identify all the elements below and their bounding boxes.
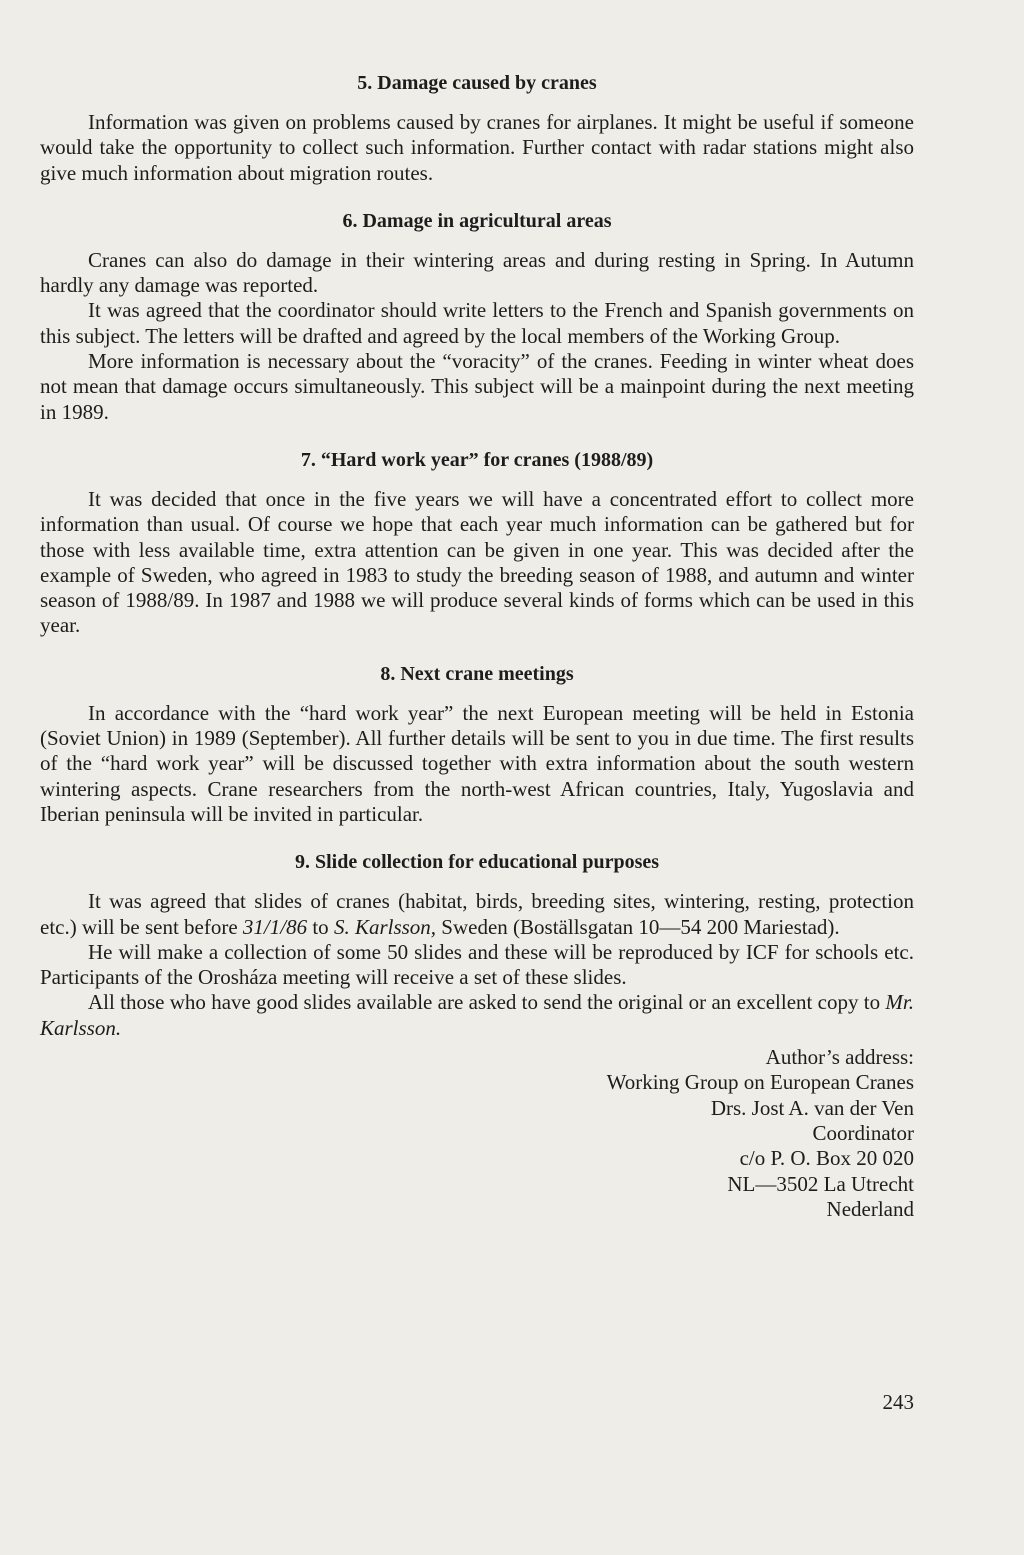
section-heading: 8. Next crane meetings: [380, 662, 574, 685]
address-line: Working Group on European Cranes: [606, 1070, 914, 1095]
paragraph: He will make a collection of some 50 slides and these will be reproduced by ICF for schools etc. Participants of the Orosháza meeting will receive a set of these slides.: [40, 939, 914, 990]
italic-name: Mr. Karlsson.: [40, 990, 914, 1040]
section-hard-work-year: [40, 447, 914, 639]
address-line: Author’s address:: [765, 1045, 914, 1070]
section-damage-agricultural: [40, 208, 914, 425]
section-heading: 5. Damage caused by cranes: [357, 72, 597, 94]
section-heading: 7. “Hard work year” for cranes (1988/89): [300, 448, 654, 471]
section-damage-by-cranes: [40, 70, 914, 186]
address-line: c/o P. O. Box 20 020: [739, 1146, 914, 1171]
address-line: NL—3502 La Utrecht: [727, 1171, 914, 1196]
paragraph: It was decided that once in the five years we will have a concentrated effort to collect more information than usual. Of course we hope that each year much information can be gathered but for those with less available time, extra attention can be given in one year. This was decided after the example of Sweden, who agreed in 1983 to study the breeding season of 1988, and autumn and winter season of 1988/89. In 1987 and 1988 we will produce several kinds of forms which can be used in this year.: [40, 486, 914, 638]
text-run: Sweden (Boställsgatan 10—54 200 Mariestad).: [436, 914, 840, 939]
address-line: Nederland: [826, 1196, 914, 1221]
document-page: [40, 70, 914, 1244]
paragraph: [40, 990, 914, 1041]
paragraph: More information is necessary about the “voracity” of the cranes. Feeding in winter wheat does not mean that damage occurs simultaneously. This subject will be a mainpoint during the next meeting in 1989.: [40, 349, 914, 424]
paragraph: Information was given on problems caused by cranes for airplanes. It might be useful if someone would take the opportunity to collect such information. Further contact with radar stations might also give much information about migration routes.: [40, 110, 914, 185]
author-address: [40, 1045, 914, 1222]
address-line: Coordinator: [812, 1120, 914, 1145]
page-number: 243: [882, 1390, 914, 1414]
paragraph: In accordance with the “hard work year” the next European meeting will be held in Estonia (Soviet Union) in 1989 (September). All further details will be sent to you in due time. The first results of the “hard work year” will be discussed together with extra information about the south western wintering aspects. Crane researchers from the north-west African countries, Italy, Yugoslavia and Iberian peninsula will be invited in particular.: [40, 700, 914, 826]
paragraph: [40, 889, 914, 940]
paragraph: It was agreed that the coordinator should write letters to the French and Spanish governments on this subject. The letters will be drafted and agreed by the local members of the Working Group.: [40, 298, 914, 348]
text-run: All those who have good slides available are asked to send the original or an excellent copy to: [88, 990, 886, 1015]
section-slide-collection: [40, 849, 914, 1222]
text-run: It was agreed that slides of cranes (habitat, birds, breeding sites, wintering, resting, protection etc.) will be sent before: [40, 889, 914, 939]
italic-date: 31/1/86: [242, 914, 308, 939]
section-next-meetings: [40, 661, 914, 827]
section-heading: 9. Slide collection for educational purposes: [294, 851, 660, 874]
italic-name: S. Karlsson,: [333, 914, 437, 939]
address-line: Drs. Jost A. van der Ven: [710, 1095, 914, 1120]
text-run: to: [307, 914, 334, 939]
paragraph: Cranes can also do damage in their wintering areas and during resting in Spring. In Autumn hardly any damage was reported.: [40, 247, 914, 298]
section-heading: 6. Damage in agricultural areas: [342, 209, 612, 232]
